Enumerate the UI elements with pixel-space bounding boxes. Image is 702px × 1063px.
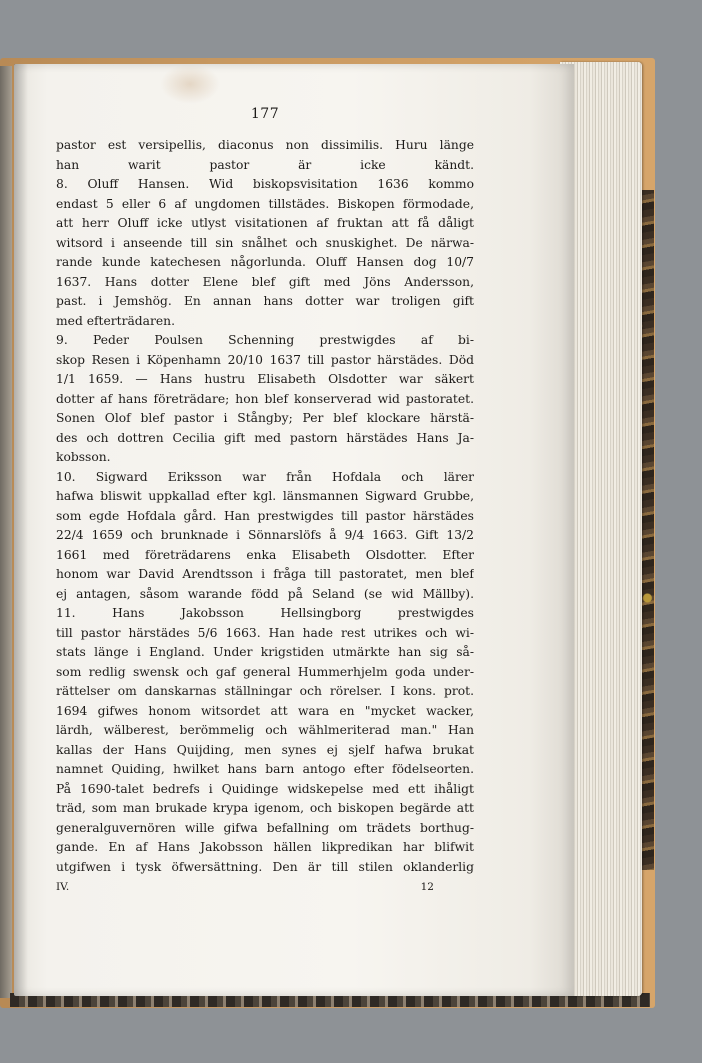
page-number: 177 <box>250 106 280 122</box>
cover-edge <box>0 66 12 998</box>
page-footer <box>56 881 474 893</box>
text-line: honom war David Arendtsson i fråga till pastoratet, men blef <box>56 567 474 581</box>
text-line: träd, som man brukade krypa igenom, och biskopen begärde att <box>56 801 474 815</box>
text-line: rättelser om danskarnas ställningar och rörelser. I kons. prot. <box>56 684 474 698</box>
text-line: kobsson. <box>56 450 111 464</box>
text-line: 1637. Hans dotter Elene blef gift med Jöns Andersson, <box>56 274 474 289</box>
text-line: stats länge i England. Under krigstiden utmärkte han sig så- <box>56 645 474 659</box>
text-line: past. i Jemshög. En annan hans dotter war troligen gift <box>56 294 474 308</box>
text-line: 1694 gifwes honom witsordet att wara en "mycket wacker, <box>56 703 474 718</box>
text-line: 1/1 1659. — Hans hustru Elisabeth Olsdotter war säkert <box>56 372 474 386</box>
text-line: som egde Hofdala gård. Han prestwigdes till pastor härstädes <box>56 508 474 523</box>
text-line: han warit pastor är icke kändt. <box>56 157 474 172</box>
text-line: som redlig swensk och gaf general Hummerhjelm goda under- <box>56 664 474 679</box>
text-line: ej antagen, såsom warande född på Seland (se wid Mällby). <box>56 586 474 601</box>
text-line: hafwa bliswit uppkallad efter kgl. länsmannen Sigward Grubbe, <box>56 489 474 503</box>
text-line: att herr Oluff icke utlyst visitationen af fruktan att få dåligt <box>56 216 474 230</box>
text-line: pastor est versipellis, diaconus non dissimilis. Huru länge <box>56 138 474 152</box>
text-line: med efterträdaren. <box>56 313 175 328</box>
text-line: witsord i anseende till sin snålhet och snuskighet. De närwa- <box>56 235 474 250</box>
text-line: generalguvernören wille gifwa befallning om trädets borthug- <box>56 820 474 835</box>
text-line: till pastor härstädes 5/6 1663. Han hade rest utrikes och wi- <box>56 625 474 640</box>
signature-mark: IV. <box>56 881 70 893</box>
text-line: 11. Hans Jakobsson Hellsingborg prestwigdes <box>56 606 474 620</box>
gutter-shadow <box>14 64 28 996</box>
text-line: endast 5 eller 6 af ungdomen tillstädes. Biskopen förmodade, <box>56 196 474 211</box>
text-line: kallas der Hans Quijding, men synes ej sjelf hafwa brukat <box>56 742 474 757</box>
text-lines <box>56 136 474 877</box>
text-line: skop Resen i Köpenhamn 20/10 1637 till pastor härstädes. Död <box>56 352 474 367</box>
text-line: namnet Quiding, hwilket hans barn antogo efter födelseorten. <box>56 762 474 776</box>
text-line: gande. En af Hans Jakobsson hällen likpredikan har blifwit <box>56 840 474 854</box>
page-stain <box>160 64 220 104</box>
text-line: lärdh, wälberest, berömmelig och wählmeriterad man." Han <box>56 723 474 737</box>
text-line: Sonen Olof blef pastor i Stångby; Per blef klockare härstä- <box>56 411 474 425</box>
text-line: 9. Peder Poulsen Schenning prestwigdes af bi- <box>56 333 474 347</box>
sheet-number: 12 <box>420 881 434 893</box>
text-line: 1661 med företrädarens enka Elisabeth Olsdotter. Efter <box>56 547 474 562</box>
text-line: utgifwen i tysk öfwersättning. Den är till stilen oklanderlig <box>56 859 474 874</box>
text-line: rande kunde katechesen någorlunda. Oluff Hansen dog 10/7 <box>56 255 474 269</box>
text-line: På 1690-talet bedrefs i Quidinge widskepelse med ett ihåligt <box>56 781 474 796</box>
text-line: 10. Sigward Eriksson war från Hofdala och lärer <box>56 469 474 484</box>
text-line: 8. Oluff Hansen. Wid biskopsvisitation 1636 kommo <box>56 177 474 191</box>
page-text-block <box>56 106 474 893</box>
text-line: des och dottren Cecilia gift med pastorn härstädes Hans Ja- <box>56 430 474 445</box>
text-line: 22/4 1659 och brunknade i Sönnarslöfs å 9/4 1663. Gift 13/2 <box>56 528 474 542</box>
text-line: dotter af hans företrädare; hon blef konserverad wid pastoratet. <box>56 391 474 406</box>
